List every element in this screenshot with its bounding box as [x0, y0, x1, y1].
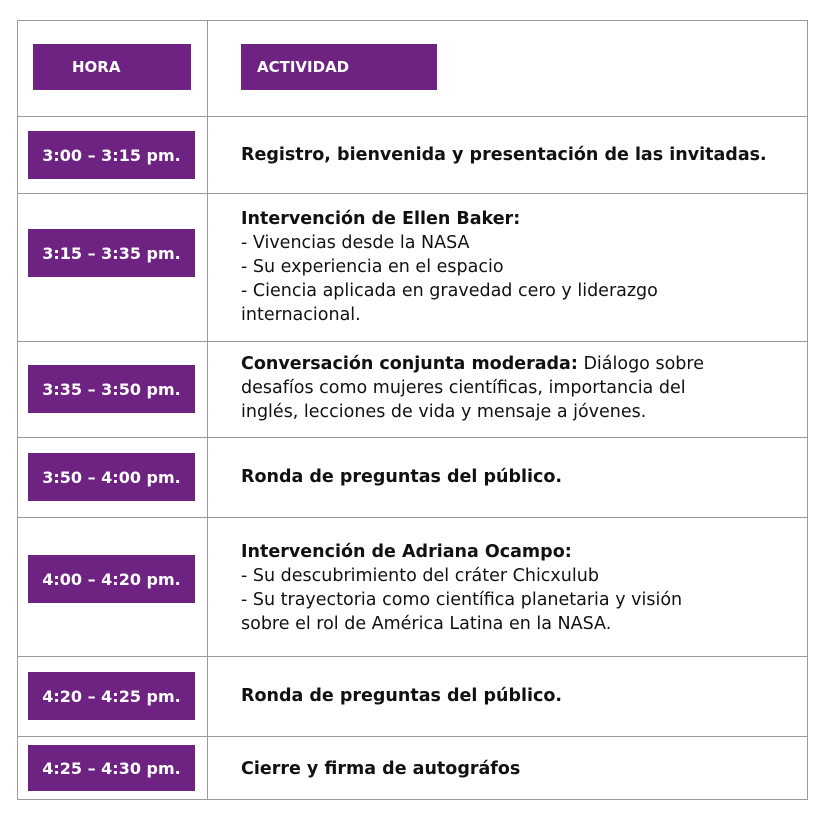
activity-cell [241, 207, 796, 327]
activity-cell [241, 540, 796, 636]
time-badge: 3:00 – 3:15 pm. [28, 131, 195, 179]
activity-line: inglés, lecciones de vida y mensaje a jóvenes. [241, 402, 647, 422]
row-divider [17, 193, 808, 194]
activity-line: - Ciencia aplicada en gravedad cero y liderazgo [241, 281, 658, 301]
activity-title: Intervención de Ellen Baker: [241, 209, 521, 229]
activity-line: sobre el rol de América Latina en la NASA. [241, 614, 612, 634]
activity-line: - Su trayectoria como científica planetaria y visión [241, 590, 683, 610]
activity-line: - Vivencias desde la NASA [241, 233, 470, 253]
row-divider [17, 116, 808, 117]
activity-cell [241, 757, 796, 781]
activity-line: internacional. [241, 305, 361, 325]
row-divider [17, 656, 808, 657]
activity-title: Ronda de preguntas del público. [241, 467, 563, 487]
activity-title: Ronda de preguntas del público. [241, 686, 563, 706]
activity-cell [241, 352, 796, 424]
activity-line: - Su descubrimiento del cráter Chicxulub [241, 566, 599, 586]
activity-title: Intervención de Adriana Ocampo: [241, 542, 572, 562]
row-divider [17, 736, 808, 737]
time-badge: 3:50 – 4:00 pm. [28, 453, 195, 501]
activity-line: - Su experiencia en el espacio [241, 257, 504, 277]
time-badge: 4:20 – 4:25 pm. [28, 672, 195, 720]
activity-title: Cierre y firma de autográfos [241, 759, 521, 779]
row-divider [17, 517, 808, 518]
time-badge: 4:00 – 4:20 pm. [28, 555, 195, 603]
time-badge: 3:15 – 3:35 pm. [28, 229, 195, 277]
time-badge: 3:35 – 3:50 pm. [28, 365, 195, 413]
column-divider [207, 20, 208, 800]
activity-title-rest: Diálogo sobre [577, 354, 704, 374]
row-divider [17, 437, 808, 438]
activity-cell [241, 684, 796, 708]
row-divider [17, 341, 808, 342]
time-badge: 4:25 – 4:30 pm. [28, 745, 195, 791]
activity-line: desafíos como mujeres científicas, importancia del [241, 378, 686, 398]
header-actividad: ACTIVIDAD [241, 44, 437, 90]
activity-cell [241, 143, 796, 167]
header-hora: HORA [33, 44, 191, 90]
activity-title: Conversación conjunta moderada: [241, 354, 578, 374]
activity-title: Registro, bienvenida y presentación de las invitadas. [241, 145, 767, 165]
activity-cell [241, 465, 796, 489]
